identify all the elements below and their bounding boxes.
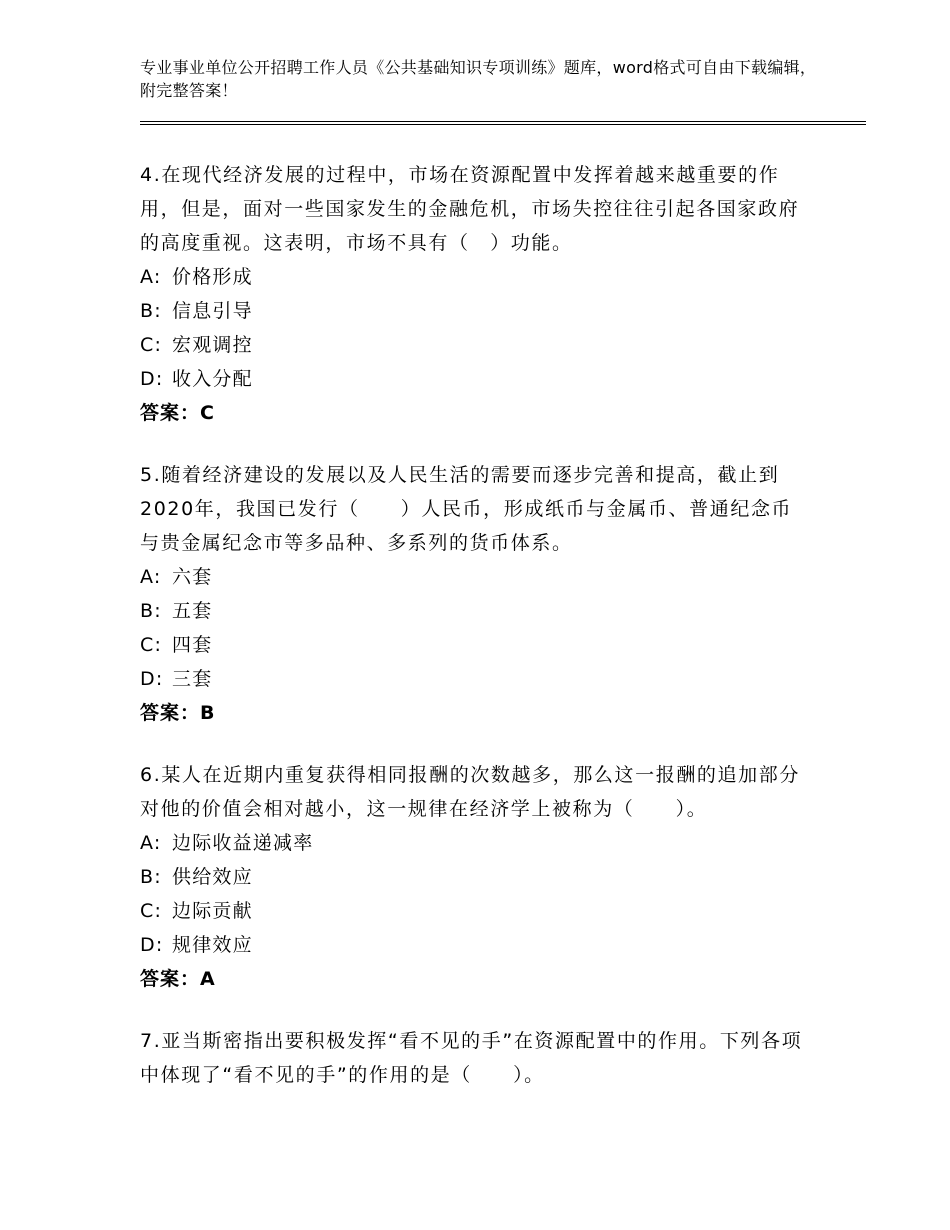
option-letter: C: [140,334,163,356]
option-letter: B: [140,866,162,888]
question-stem: 6.某人在近期内重复获得相同报酬的次数越多，那么这一报酬的追加部分对他的价值会相对越小，这一规律在经济学上被称为（ ）。 [140,764,800,820]
option-c [140,328,810,362]
answer-line: 答案：A [140,968,216,990]
question-5 [140,458,810,730]
option-text: 宏观调控 [172,334,253,356]
option-letter: D: [140,368,164,390]
option-text: 规律效应 [172,934,253,956]
option-b [140,594,810,628]
option-text: 价格形成 [172,266,253,288]
option-text: 四套 [172,634,213,656]
option-a [140,826,810,860]
option-d [140,362,810,396]
option-text: 六套 [172,566,213,588]
answer-line: 答案：B [140,702,216,724]
option-text: 五套 [172,600,213,622]
option-text: 边际收益递减率 [172,832,314,854]
option-letter: D: [140,934,164,956]
header-double-rule [140,121,866,125]
option-d [140,928,810,962]
question-stem: 7.亚当斯密指出要积极发挥“看不见的手”在资源配置中的作用。下列各项中体现了“看不见的手”的作用的是（ ）。 [140,1030,803,1086]
option-letter: C: [140,634,163,656]
option-text: 边际贡献 [172,900,253,922]
option-d [140,662,810,696]
option-letter: A: [140,266,162,288]
answer-line: 答案：C [140,402,215,424]
option-letter: B: [140,300,162,322]
option-letter: D: [140,668,164,690]
question-list [140,158,810,1120]
question-7 [140,1024,810,1092]
option-text: 三套 [172,668,213,690]
option-text: 收入分配 [172,368,253,390]
option-letter: C: [140,900,163,922]
option-a [140,560,810,594]
question-stem: 4.在现代经济发展的过程中，市场在资源配置中发挥着越来越重要的作用，但是，面对一些国家发生的金融危机，市场失控往往引起各国家政府的高度重视。这表明，市场不具有（ ）功能。 [140,164,800,254]
option-c [140,894,810,928]
option-a [140,260,810,294]
option-letter: A: [140,566,162,588]
document-header: 专业事业单位公开招聘工作人员《公共基础知识专项训练》题库，word格式可自由下载编辑，附完整答案！ [140,58,817,100]
option-text: 供给效应 [172,866,253,888]
option-letter: A: [140,832,162,854]
question-6 [140,758,810,996]
option-letter: B: [140,600,162,622]
option-b [140,860,810,894]
question-4 [140,158,810,430]
option-b [140,294,810,328]
option-c [140,628,810,662]
option-text: 信息引导 [172,300,253,322]
question-stem: 5.随着经济建设的发展以及人民生活的需要而逐步完善和提高，截止到2020年，我国已发行（ ）人民币，形成纸币与金属币、普通纪念币与贵金属纪念市等多品种、多系列的货币体系。 [140,464,793,554]
